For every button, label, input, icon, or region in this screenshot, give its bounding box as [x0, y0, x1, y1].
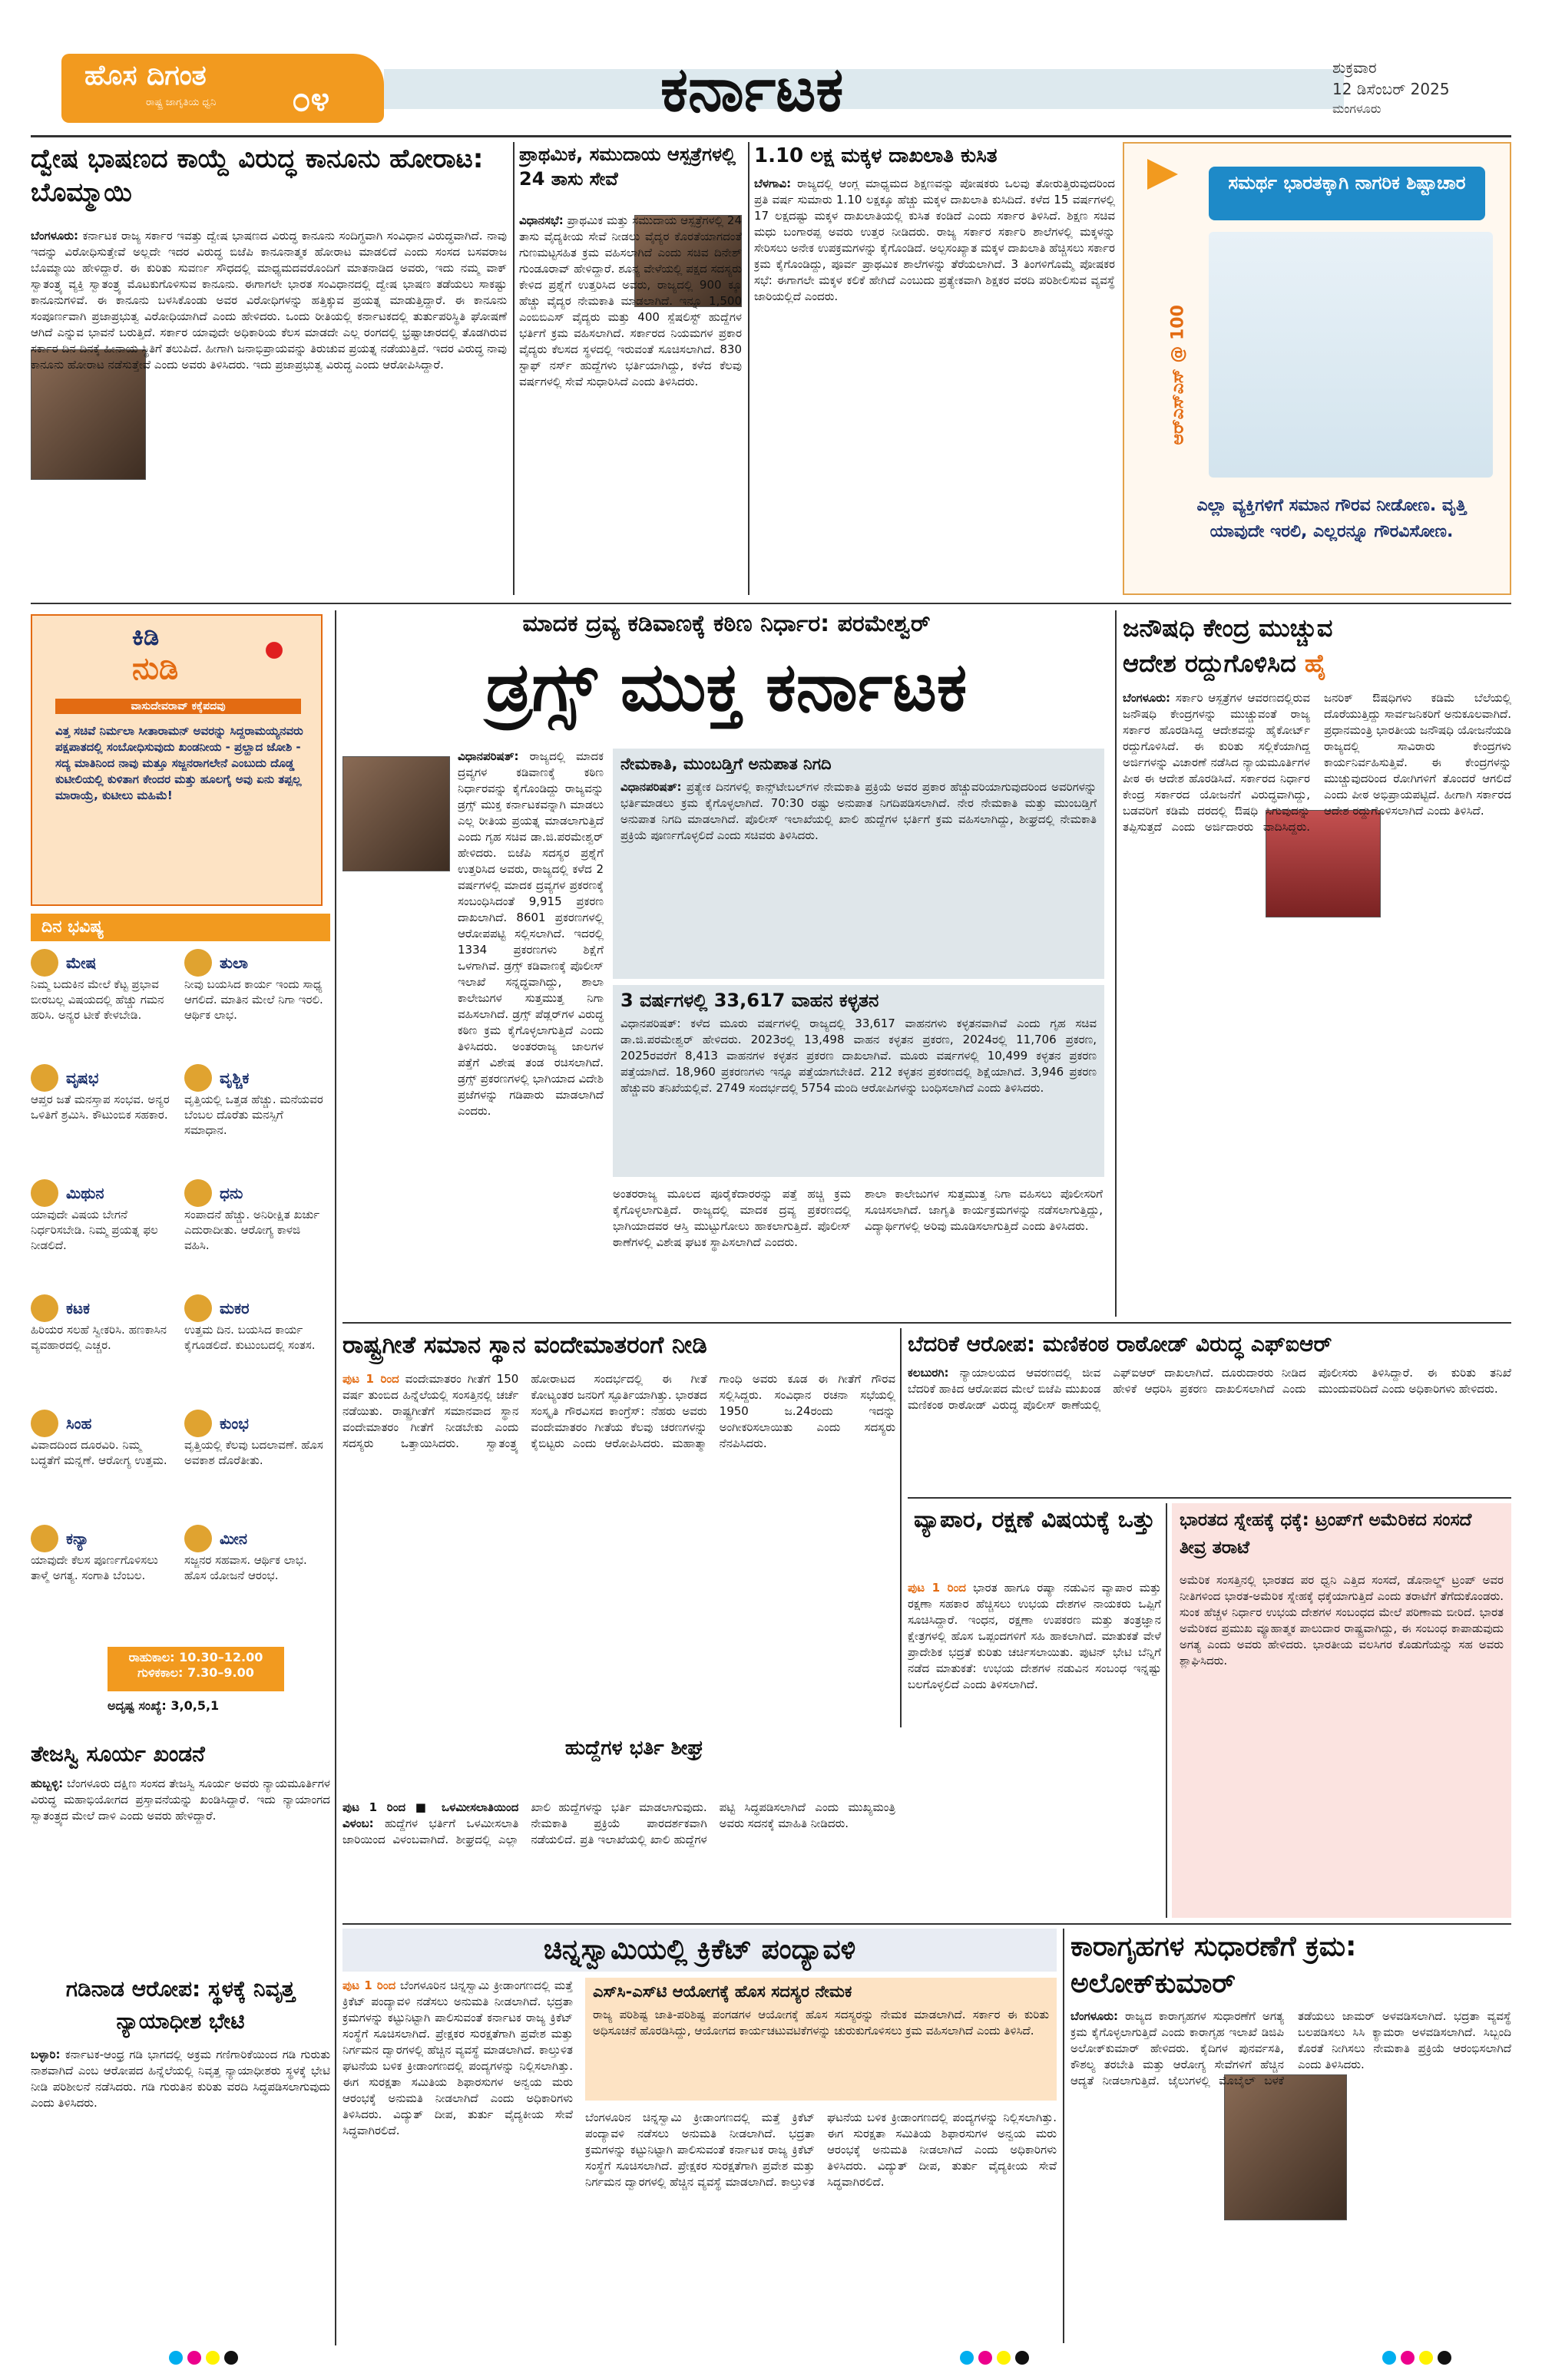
- sign-name: ತುಲಾ: [220, 954, 248, 972]
- article-border: [31, 1973, 330, 2342]
- col-rule: [1166, 1503, 1167, 1918]
- lead-continued-2: ಶಾಲಾ ಕಾಲೇಜುಗಳ ಸುತ್ತಮುತ್ತ ನಿಗಾ ವಹಿಸಲು ಪೊಲೀಸರಿಗೆ ಸೂಚಿಸಲಾಗಿದೆ. ಜಾಗೃತಿ ಕಾರ್ಯಕ್ರಮಗಳನ್ನು ನಡೆಸಲಾಗುತ್ತಿದ್ದು, ವಿದ್ಯಾರ್ಥಿಗಳಲ್ಲಿ ಅರಿವು ಮೂಡಿಸಲಾಗುತ್ತಿದೆ ಎಂದು ತಿಳಿಸಿದರು.: [865, 1187, 1103, 1233]
- col-rule: [900, 1328, 902, 1727]
- rss-advertisement: [1123, 142, 1511, 595]
- body-text: ಕರ್ನಾಟಕ ರಾಜ್ಯ ಸರ್ಕಾರ ಇವತ್ತು ದ್ವೇಷ ಭಾಷಣದ ವಿರುದ್ಧ ಕಾನೂನು ಸಂದಿಗ್ಧವಾಗಿ ಸಂವಿಧಾನ ವಿರುದ್ಧವಾಗಿದೆ. ನಾವು ಇದನ್ನು ವಿರೋಧಿಸುತ್ತೇವೆ ಅಲ್ಲದೇ ಇದರ ವಿರುದ್ಧ ಬಿಜೆಪಿ ಕಾನೂನಾತ್ಮಕ ಹೋರಾಟ ಮಾಡಲಿದೆ ಎಂದು ಸಂಸದ ಬಸವರಾಜ ಬೊಮ್ಮಾಯಿ ಹೇಳಿದ್ದಾರೆ. ಈ ಕುರಿತು ಸುವರ್ಣ ಸೌಧದಲ್ಲಿ ಮಾಧ್ಯಮದವರೊಂದಿಗೆ ಮಾತನಾಡಿದ ಅವರು, ಇದು ನಮ್ಮ ವಾಕ್ ಸ್ವಾತಂತ್ರ್ಯ ವ್ಯಕ್ತಿ ಸ್ವಾತಂತ್ರ್ಯ ಮೊಟಕುಗೊಳಿಸುವ ಕಾನೂನು. ಈಗಾಗಲೇ ಭಾರತ ಸಂವಿಧಾನದಲ್ಲಿ ದ್ವೇಷ ಭಾಷಣ ತಡೆಯಲು ಸಾಕಷ್ಟು ಕಾನೂನುಗಳಿವೆ. ಈ ಕಾನೂನು ಬಳಸಿಕೊಂಡು ಅವರ ವಿರೋಧಿಗಳನ್ನು ಹತ್ತಿಕ್ಕುವ ಪ್ರಯತ್ನ ಮಾಡುತ್ತಿದ್ದಾರೆ. ಈ ಕಾನೂನು ಸಂಪೂರ್ಣವಾಗಿ ಪ್ರಜಾಪ್ರಭುತ್ವ ವಿರೋಧಿಯಾಗಿದೆ ಎಂದು ಹೇಳಿದರು. ಒಂದು ರೀತಿಯಲ್ಲಿ ಕರ್ನಾಟಕದಲ್ಲಿ ತುರ್ತುಪರಿಸ್ಥಿತಿ ಘೋಷಣೆ ಆಗಿದೆ ಎನ್ನುವ ಭಾವನೆ ಬರುತ್ತಿದೆ. ಸರ್ಕಾರ ಯಾವುದೇ ಅಧಿಕಾರಿಯ ಕೆಲಸ ಮಾಡದೇ ಎಲ್ಲ ರಂಗದಲ್ಲಿ ಭ್ರಷ್ಟಾಚಾರದಲ್ಲಿ ತೊಡಗಿರುವ ಸರ್ಕಾರ ದಿನ ದಿನಕ್ಕೆ ಹೀನಾಯ ಸ್ಥಿತಿಗೆ ತಲುಪಿದೆ. ಹೀಗಾಗಿ ಜನಾಭಿಪ್ರಾಯವನ್ನು ತಿರುಚುವ ಪ್ರಯತ್ನ ನಡೆಯುತ್ತಿದೆ. ಇದರ ವಿರುದ್ಧ ನಾವು ಕಾನೂನು ಹೋರಾಟ ನಡೆಸುತ್ತೇವೆ ಎಂದು ಅವರು ತಿಳಿಸಿದರು. ಇದು ಪ್ರಜಾಪ್ರಭುತ್ವ ವಿರುದ್ಧ ಎಂದು ಆರೋಪಿಸಿದ್ದಾರೆ.: [31, 229, 507, 372]
- capricorn-icon: [184, 1294, 212, 1322]
- sign-name: ಮಿಥುನ: [66, 1184, 104, 1202]
- row-rule: [342, 1322, 1511, 1324]
- workers-illustration: [1209, 232, 1493, 478]
- horoscope-section: [31, 914, 330, 1735]
- virgo-icon: [31, 1525, 58, 1552]
- article-janaushadhi: [1123, 610, 1511, 1317]
- sign-name: ಮಕರ: [220, 1299, 250, 1317]
- article-body: [1123, 690, 1511, 1312]
- lead-headline: ಡ್ರಗ್ಸ್ ಮುಕ್ತ ಕರ್ನಾಟಕ: [485, 647, 968, 726]
- headline: ಗಡಿನಾಡ ಆರೋಪ: ಸ್ಥಳಕ್ಕೆ ನಿವೃತ್ತ ನ್ಯಾಯಾಧೀಶ ಭೇಟಿ: [65, 1976, 296, 2034]
- registration-marks-left: [169, 2351, 243, 2368]
- masthead: [0, 0, 1542, 138]
- leo-icon: [31, 1410, 58, 1437]
- ad-side-label: ಆರ್‌ಎಸ್‌ಎಸ್ @ 100: [1168, 305, 1188, 445]
- dateline: ಪುಟ 1 ರಿಂದ: [908, 1581, 966, 1595]
- headline: ಬೆದರಿಕೆ ಆರೋಪ: ಮಣಿಕಂಠ ರಾಠೋಡ್ ವಿರುದ್ಧ ಎಫ್‌ಐಆರ್: [908, 1331, 1332, 1357]
- article-body: [342, 1371, 895, 1721]
- body-text: ರಾಜ್ಯದಲ್ಲಿ ಆಂಗ್ಲ ಮಾಧ್ಯಮದ ಶಿಕ್ಷಣವನ್ನು ಪೋಷಕರು ಒಲವು ತೋರುತ್ತಿರುವುದರಿಂದ ಪ್ರತಿ ವರ್ಷ ಸುಮಾರು 1.10 ಲಕ್ಷಕ್ಕೂ ಹೆಚ್ಚು ಮಕ್ಕಳ ದಾಖಲಾತಿ ಕುಸಿದಿದೆ. ಕಳೆದ 15 ವರ್ಷಗಳಲ್ಲಿ 17 ಲಕ್ಷದಷ್ಟು ಮಕ್ಕಳ ದಾಖಲಾತಿಯಲ್ಲಿ ಕುಸಿತ ಕಂಡಿದೆ ಎಂದು ಸರ್ಕಾರ ತಿಳಿಸಿದೆ. ಶಿಕ್ಷಣ ಸಚಿವ ಮಧು ಬಂಗಾರಪ್ಪ ಅವರು ಉತ್ತರ ನೀಡಿದರು. ರಾಜ್ಯ ಸರ್ಕಾರ ಸರ್ಕಾರಿ ಶಾಲೆಗಳಲ್ಲಿ ಮಕ್ಕಳನ್ನು ಸೇರಿಸಲು ಅನೇಕ ಉಪಕ್ರಮಗಳನ್ನು ಕೈಗೊಂಡಿದೆ. ಅಲ್ಪಸಂಖ್ಯಾತ ಮಕ್ಕಳ ದಾಖಲಾತಿ ಹೆಚ್ಚಿಸಲು ಸರ್ಕಾರ ಕ್ರಮ ಕೈಗೊಂಡಿದ್ದು, ಪೂರ್ವ ಪ್ರಾಥಮಿಕ ಶಾಲೆಗಳನ್ನು ತೆರೆಯಲಾಗಿದೆ. 3 ತಿಂಗಳಿಗೊಮ್ಮೆ ಪೋಷಕರ ಸಭೆ: ಈಗಾಗಲೇ ಮಕ್ಕಳ ಕಲಿಕೆ ಹೇಗಿದೆ ಎಂಬುದು ಪ್ರತ್ಯೇಕವಾಗಿ ಶಿಕ್ಷಕರ ವರದಿ ಪರಿಶೀಲಿಸುವ ವ್ಯವಸ್ಥೆ ಜಾರಿಯಲ್ಲಿದೆ ಎಂದರು.: [754, 177, 1115, 303]
- sign-kataka: [31, 1294, 173, 1406]
- headline: ಪ್ರಾಥಮಿಕ, ಸಮುದಾಯ ಆಸ್ಪತ್ರೆಗಳಲ್ಲಿ 24 ತಾಸು ಸೇವೆ: [519, 144, 736, 190]
- aries-icon: [31, 949, 58, 977]
- sign-text: ವಿವಾದದಿಂದ ದೂರವಿರಿ. ನಿಮ್ಮ ಬದ್ಧತೆಗೆ ಮನ್ನಣೆ. ಆರೋಗ್ಯ ಉತ್ತಮ.: [31, 1438, 167, 1467]
- article-body: [342, 1978, 573, 2339]
- article-enrollment: [754, 142, 1115, 595]
- headline-line-1: ಜನೌಷಧಿ ಕೇಂದ್ರ ಮುಚ್ಚುವ: [1123, 613, 1333, 643]
- article-prisons: [1070, 1929, 1511, 2343]
- sign-text: ಹಿರಿಯರ ಸಲಹೆ ಸ್ವೀಕರಿಸಿ. ಹಣಕಾಸಿನ ವ್ಯವಹಾರದಲ್ಲಿ ಎಚ್ಚರ.: [31, 1323, 167, 1352]
- masthead-date: 12 ಡಿಸೆಂಬರ್ 2025: [1332, 80, 1450, 98]
- article-body: ಅಮೆರಿಕ ಸಂಸತ್ತಿನಲ್ಲಿ ಭಾರತದ ಪರ ಧ್ವನಿ ಎತ್ತಿದ ಸಂಸದೆ, ಡೊನಾಲ್ಡ್ ಟ್ರಂಪ್ ಅವರ ನೀತಿಗಳಿಂದ ಭಾರತ-ಅಮೆರಿಕ ಸ್ನೇಹಕ್ಕೆ ಧಕ್ಕೆಯಾಗುತ್ತಿದೆ ಎಂದು ತರಾಟೆಗೆ ತೆಗೆದುಕೊಂಡರು. ಸುಂಕ ಹೆಚ್ಚಳ ನಿರ್ಧಾರ ಉಭಯ ದೇಶಗಳ ಸಂಬಂಧದ ಮೇಲೆ ಪರಿಣಾಮ ಬೀರಿದೆ. ಭಾರತ ಅಮೆರಿಕದ ಪ್ರಮುಖ ವ್ಯೂಹಾತ್ಮಕ ಪಾಲುದಾರ ರಾಷ್ಟ್ರವಾಗಿದ್ದು, ಈ ಸಂಬಂಧ ಕಾಪಾಡುವುದು ಅಗತ್ಯ ಎಂದು ಅವರು ಹೇಳಿದರು. ಭಾರತೀಯ ವಲಸಿಗರ ಕೊಡುಗೆಯನ್ನು ಸಹ ಅವರು ಶ್ಲಾಘಿಸಿದರು.: [1180, 1573, 1504, 1668]
- sign-text: ಉತ್ತಮ ದಿನ. ಬಯಸಿದ ಕಾರ್ಯ ಕೈಗೂಡಲಿದೆ. ಕುಟುಂಬದಲ್ಲಿ ಸಂತಸ.: [184, 1323, 316, 1352]
- dateline: ಬೆಳಗಾವಿ:: [754, 177, 792, 190]
- black-dot: [1015, 2351, 1029, 2365]
- black-dot: [224, 2351, 238, 2365]
- article-body: [754, 176, 1115, 590]
- magenta-dot: [978, 2351, 992, 2365]
- headline: ದ್ವೇಷ ಭಾಷಣದ ಕಾಯ್ದೆ ವಿರುದ್ಧ ಕಾನೂನು ಹೋರಾಟ: ಬೊಮ್ಮಾಯಿ: [31, 144, 484, 208]
- sign-meena: [184, 1525, 326, 1636]
- black-dot: [1438, 2351, 1451, 2365]
- yellow-dot: [1419, 2351, 1433, 2365]
- article-fir: [908, 1328, 1511, 1493]
- sign-vrishabha: [31, 1064, 173, 1175]
- body-text: ಬೆಂಗಳೂರಿನ ಚಿನ್ನಸ್ವಾಮಿ ಕ್ರೀಡಾಂಗಣದಲ್ಲಿ ಮತ್ತೆ ಕ್ರಿಕೆಟ್ ಪಂದ್ಯಾವಳಿ ನಡೆಸಲು ಅನುಮತಿ ನೀಡಲಾಗಿದೆ. ಭದ್ರತಾ ಕ್ರಮಗಳನ್ನು ಕಟ್ಟುನಿಟ್ಟಾಗಿ ಪಾಲಿಸುವಂತೆ ಕರ್ನಾಟಕ ರಾಜ್ಯ ಕ್ರಿಕೆಟ್ ಸಂಸ್ಥೆಗೆ ಸೂಚಿಸಲಾಗಿದೆ. ಪ್ರೇಕ್ಷಕರ ಸುರಕ್ಷತೆಗಾಗಿ ಪ್ರವೇಶ ಮತ್ತು ನಿರ್ಗಮನ ದ್ವಾರಗಳಲ್ಲಿ ಹೆಚ್ಚಿನ ವ್ಯವಸ್ಥೆ ಮಾಡಲಾಗಿದೆ. ಕಾಲ್ತುಳಿತ ಘಟನೆಯ ಬಳಿಕ ಕ್ರೀಡಾಂಗಣದಲ್ಲಿ ಪಂದ್ಯಗಳನ್ನು ನಿಲ್ಲಿಸಲಾಗಿತ್ತು. ಈಗ ಸುರಕ್ಷತಾ ಸಮಿತಿಯ ಶಿಫಾರಸುಗಳ ಅನ್ವಯ ಮರು ಆರಂಭಕ್ಕೆ ಅನುಮತಿ ನೀಡಲಾಗಿದೆ ಎಂದು ಅಧಿಕಾರಿಗಳು ತಿಳಿಸಿದರು. ವಿದ್ಯುತ್ ದೀಪ, ತುರ್ತು ವೈದ್ಯಕೀಯ ಸೇವೆ ಸಿದ್ಧವಾಗಿರಲಿದೆ.: [342, 1978, 573, 2137]
- article-trump: [1172, 1503, 1511, 1918]
- row-rule: [342, 1923, 1511, 1925]
- kidi-title-1: ಕಿಡಿ: [132, 622, 160, 651]
- masthead-band: [384, 69, 1344, 109]
- col-rule: [1115, 610, 1117, 1317]
- vehicle-theft-box: [613, 985, 1104, 1177]
- dateline: ಬಳ್ಳಾರಿ:: [31, 2048, 61, 2061]
- sign-mithuna: [31, 1179, 173, 1291]
- body-text: ಪ್ರಾಥಮಿಕ ಮತ್ತು ಸಮುದಾಯ ಆಸ್ಪತ್ರೆಗಳಲ್ಲಿ 24 ತಾಸು ವೈದ್ಯಕೀಯ ಸೇವೆ ನೀಡಲು ವೈದ್ಯರ ಕೊರತೆಯಾಗದಂತೆ ಗುಣಮಟ್ಟಸಹಿತ ಕ್ರಮ ವಹಿಸಲಾಗಿದೆ ಎಂದು ಸಚಿವ ದಿನೇಶ್ ಗುಂಡೂರಾವ್ ಹೇಳಿದ್ದಾರೆ. ಶೂನ್ಯ ವೇಳೆಯಲ್ಲಿ ಪಕ್ಷದ ಸದಸ್ಯರು ಕೇಳಿದ ಪ್ರಶ್ನೆಗೆ ಉತ್ತರಿಸಿದ ಅವರು, ರಾಜ್ಯದಲ್ಲಿ 900 ಕ್ಕೂ ಹೆಚ್ಚು ವೈದ್ಯರ ನೇಮಕಾತಿ ಮಾಡಲಾಗಿದೆ. ಇನ್ನೂ 1,500 ಎಂಬಿಬಿಎಸ್ ವೈದ್ಯರು ಮತ್ತು 400 ಸ್ಪೆಷಲಿಸ್ಟ್ ಹುದ್ದೆಗಳ ಭರ್ತಿಗೆ ಕ್ರಮ ವಹಿಸಲಾಗಿದೆ. ಸರ್ಕಾರದ ನಿಯಮಗಳ ಪ್ರಕಾರ ವೈದ್ಯರು ಕೆಲಸದ ಸ್ಥಳದಲ್ಲಿ ಇರುವಂತೆ ಸೂಚಿಸಲಾಗಿದೆ. 830 ಸ್ಟಾಫ್ ನರ್ಸ್ ಹುದ್ದೆಗಳು ಭರ್ತಿಯಾಗಿದ್ದು, ಕಳೆದ ಕೆಲವು ವರ್ಷಗಳಲ್ಲಿ ಸೇವೆ ಸುಧಾರಿಸಿದೆ ಎಂದು ತಿಳಿಸಿದರು.: [519, 213, 742, 388]
- dateline: ವಿಧಾನಸಭೆ:: [519, 213, 564, 227]
- sign-text: ಯಾವುದೇ ವಿಷಯ ಬೇಗನೆ ನಿರ್ಧರಿಸಬೇಡಿ. ನಿಮ್ಮ ಪ್ರಯತ್ನ ಫಲ ನೀಡಲಿದೆ.: [31, 1208, 158, 1252]
- article-tejasvi: [31, 1739, 330, 1969]
- sign-text: ನಿಮ್ಮ ಬದುಕಿನ ಮೇಲೆ ಕೆಟ್ಟ ಪ್ರಭಾವ ಬೀರಬಲ್ಲ ವಿಷಯದಲ್ಲಿ ಹೆಚ್ಚು ಗಮನ ಹರಿಸಿ. ಅನ್ಯರ ಟೀಕೆ ಕೇಳಬೇಡಿ.: [31, 977, 164, 1022]
- lead-continued-1: ಅಂತರರಾಜ್ಯ ಮೂಲದ ಪೂರೈಕೆದಾರರನ್ನು ಪತ್ತೆ ಹಚ್ಚಿ ಕ್ರಮ ಕೈಗೊಳ್ಳಲಾಗುತ್ತಿದೆ. ರಾಜ್ಯದಲ್ಲಿ ಮಾದಕ ದ್ರವ್ಯ ಪ್ರಕರಣದಲ್ಲಿ ಭಾಗಿಯಾದವರ ಆಸ್ತಿ ಮುಟ್ಟುಗೋಲು ಹಾಕಲಾಗುತ್ತಿದೆ. ಪೊಲೀಸ್ ಠಾಣೆಗಳಲ್ಲಿ ವಿಶೇಷ ಘಟಕ ಸ್ಥಾಪಿಸಲಾಗಿದೆ ಎಂದರು.: [613, 1187, 851, 1249]
- gulika: ಗುಳಿಕಕಾಲ: 7.30–9.00: [137, 1665, 254, 1680]
- col-rule: [1063, 1929, 1064, 2343]
- sign-kanya: [31, 1525, 173, 1636]
- article-hospitals: [519, 142, 742, 595]
- col-rule: [513, 142, 515, 595]
- masthead-day: ಶುಕ್ರವಾರ: [1332, 58, 1377, 77]
- body-text: ರಾಜ್ಯದಲ್ಲಿ ಮಾದಕ ದ್ರವ್ಯಗಳ ಕಡಿವಾಣಕ್ಕೆ ಕಠಿಣ ನಿರ್ಧಾರವನ್ನು ಕೈಗೊಂಡಿದ್ದು ರಾಜ್ಯವನ್ನು ಡ್ರಗ್ಸ್ ಮುಕ್ತ ಕರ್ನಾಟಕವನ್ನಾಗಿ ಮಾಡಲು ಎಲ್ಲ ರೀತಿಯ ಪ್ರಯತ್ನ ಮಾಡಲಾಗುತ್ತಿದೆ ಎಂದು ಗೃಹ ಸಚಿವ ಡಾ.ಜಿ.ಪರಮೇಶ್ವರ್ ಹೇಳಿದರು. ಬಿಜೆಪಿ ಸದಸ್ಯರ ಪ್ರಶ್ನೆಗೆ ಉತ್ತರಿಸಿದ ಅವರು, ರಾಜ್ಯದಲ್ಲಿ ಕಳೆದ 2 ವರ್ಷಗಳಲ್ಲಿ ಮಾದಕ ದ್ರವ್ಯಗಳ ಪ್ರಕರಣಕ್ಕೆ ಸಂಬಂಧಿಸಿದಂತೆ 9,915 ಪ್ರಕರಣ ದಾಖಲಾಗಿದೆ. 8601 ಪ್ರಕರಣಗಳಲ್ಲಿ ಆರೋಪಪಟ್ಟಿ ಸಲ್ಲಿಸಲಾಗಿದೆ. ಇದರಲ್ಲಿ 1334 ಪ್ರಕರಣಗಳು ಶಿಕ್ಷೆಗೆ ಒಳಗಾಗಿವೆ. ಡ್ರಗ್ಸ್ ಕಡಿವಾಣಕ್ಕೆ ಪೊಲೀಸ್ ಇಲಾಖೆ ಸನ್ನದ್ಧವಾಗಿದ್ದು, ಶಾಲಾ ಕಾಲೇಜುಗಳ ಸುತ್ತಮುತ್ತ ನಿಗಾ ವಹಿಸಲಾಗಿದೆ. ಡ್ರಗ್ಸ್ ಪೆಡ್ಲರ್‌ಗಳ ವಿರುದ್ಧ ಕಠಿಣ ಕ್ರಮ ಕೈಗೊಳ್ಳಲಾಗುತ್ತಿದೆ ಎಂದು ತಿಳಿಸಿದರು. ಅಂತರರಾಜ್ಯ ಜಾಲಗಳ ಪತ್ತೆಗೆ ವಿಶೇಷ ತಂಡ ರಚಿಸಲಾಗಿದೆ. ಡ್ರಗ್ಸ್ ಪ್ರಕರಣಗಳಲ್ಲಿ ಭಾಗಿಯಾದ ವಿದೇಶಿ ಪ್ರಜೆಗಳನ್ನು ಗಡಿಪಾರು ಮಾಡಲಾಗಿದೆ ಎಂದರು.: [458, 749, 604, 1118]
- pisces-icon: [184, 1525, 212, 1552]
- article-body: [31, 1776, 330, 1960]
- sign-kumbha: [184, 1410, 326, 1521]
- sign-name: ಮೇಷ: [66, 954, 97, 972]
- sign-vrishchika: [184, 1064, 326, 1175]
- article-body: [908, 1580, 1161, 1910]
- lead-kicker: ಮಾದಕ ದ್ರವ್ಯ ಕಡಿವಾಣಕ್ಕೆ ಕಠಿಣ ನಿರ್ಧಾರ: ಪರಮೇಶ್ವರ್: [522, 610, 931, 637]
- sign-text: ಆಪ್ತರ ಜತೆ ಮನಸ್ತಾಪ ಸಂಭವ. ಅನ್ಯರ ಒಳಿತಿಗೆ ಶ್ರಮಿಸಿ. ಕೌಟುಂಬಿಕ ಸಹಕಾರ.: [31, 1092, 170, 1122]
- cyan-dot: [960, 2351, 974, 2365]
- rahukala-box: [108, 1647, 284, 1691]
- cyan-dot: [1382, 2351, 1396, 2365]
- lead-story: [342, 610, 1110, 1317]
- article-body: [31, 2047, 330, 2339]
- article-body: [908, 1365, 1511, 1488]
- row-rule: [908, 1497, 1511, 1499]
- body-text: ಬೆಂಗಳೂರು ದಕ್ಷಿಣ ಸಂಸದ ತೇಜಸ್ವಿ ಸೂರ್ಯ ಅವರು ನ್ಯಾಯಮೂರ್ತಿಗಳ ವಿರುದ್ಧ ಮಹಾಭಿಯೋಗದ ಪ್ರಸ್ತಾವನೆಯನ್ನು ಖಂಡಿಸಿದ್ದಾರೆ. ಇದು ನ್ಯಾಯಾಂಗದ ಸ್ವಾತಂತ್ರ್ಯದ ಮೇಲೆ ದಾಳಿ ಎಂದು ಅವರು ಹೇಳಿದ್ದಾರೆ.: [31, 1777, 330, 1823]
- headline-line-2: ಆದೇಶ ರದ್ದುಗೊಳಿಸಿದ: [1123, 649, 1305, 678]
- box-title: 3 ವರ್ಷಗಳಲ್ಲಿ 33,617 ವಾಹನ ಕಳ್ಳತನ: [620, 990, 879, 1011]
- section-title: ಕರ್ನಾಟಕ: [660, 54, 844, 125]
- kidi-body: ವಿತ್ತ ಸಚಿವೆ ನಿರ್ಮಲಾ ಸೀತಾರಾಮನ್ ಅವರನ್ನು ಸಿದ್ದರಾಮಯ್ಯನವರು ಪಕ್ಷಪಾತದಲ್ಲಿ ಸಂಬೋಧಿಸುವುದು ಖಂಡನೀಯ - ಪ್ರಲ್ಹಾದ ಜೋಶಿ - ಸದ್ಯ ಮಾತಿನಿಂದ ನಾವು ಮತ್ತೂ ಸಜ್ಜನರಾಗಲೇನೆ ಎಂಬುದು ದೊಡ್ಡ ಕುಟೀಲಿಯಲ್ಲಿ ಕುಳಿತಾಗ ಕೇಂದರ ಮತ್ತು ಹೂಲಗೈ ಅವು ಏನು ತಪ್ಪಲ್ಲ ಮಾರಾಯ್ರೆ, ಕುಟೀಲು ಮಹಿಮೆ!: [55, 724, 303, 802]
- article-body: [31, 228, 507, 589]
- ad-banner-text: ಸಮರ್ಥ ಭಾರತಕ್ಕಾಗಿ ನಾಗರಿಕ ಶಿಷ್ಟಾಚಾರ: [1228, 172, 1466, 193]
- sign-text: ಯಾವುದೇ ಕೆಲಸ ಪೂರ್ಣಗೊಳಿಸಲು ತಾಳ್ಮೆ ಅಗತ್ಯ. ಸಂಗಾತಿ ಬೆಂಬಲ.: [31, 1553, 158, 1582]
- article-cricket: [342, 1929, 1057, 2343]
- sign-text: ವೃತ್ತಿಯಲ್ಲಿ ಕೆಲವು ಬದಲಾವಣೆ. ಹೊಸ ಅವಕಾಶ ದೊರೆತೀತು.: [184, 1438, 323, 1467]
- article-posts: [342, 1734, 895, 1918]
- article-body: [342, 1800, 895, 1915]
- sign-name: ಕನ್ಯಾ: [66, 1529, 89, 1548]
- horoscope-title: ದಿನ ಭವಿಷ್ಯ: [31, 914, 330, 941]
- rahukala: ರಾಹುಕಾಲ: 10.30–12.00: [128, 1650, 263, 1664]
- headline: 1.10 ಲಕ್ಷ ಮಕ್ಕಳ ದಾಖಲಾತಿ ಕುಸಿತ: [754, 144, 998, 167]
- box-title: ಎಸ್‌ಸಿ-ಎಸ್‌ಟಿ ಆಯೋಗಕ್ಕೆ ಹೊಸ ಸದಸ್ಯರ ನೇಮಕ: [593, 1982, 852, 2001]
- yellow-dot: [206, 2351, 220, 2365]
- aquarius-icon: [184, 1410, 212, 1437]
- body-text: ರಾಜ್ಯದ ಕಾರಾಗೃಹಗಳ ಸುಧಾರಣೆಗೆ ಅಗತ್ಯ ಕ್ರಮ ಕೈಗೊಳ್ಳಲಾಗುತ್ತಿದೆ ಎಂದು ಕಾರಾಗೃಹ ಇಲಾಖೆ ಡಿಜಿಪಿ ಅಲೋಕ್‌ಕುಮಾರ್ ಹೇಳಿದರು. ಕೈದಿಗಳ ಪುನರ್ವಸತಿ, ಕೌಶಲ್ಯ ತರಬೇತಿ ಮತ್ತು ಆರೋಗ್ಯ ಸೇವೆಗಳಿಗೆ ಹೆಚ್ಚಿನ ಆದ್ಯತೆ ನೀಡಲಾಗುತ್ತಿದೆ. ಜೈಲುಗಳಲ್ಲಿ ಮೊಬೈಲ್ ಬಳಕೆ ತಡೆಯಲು ಜಾಮರ್ ಅಳವಡಿಸಲಾಗಿದೆ. ಭದ್ರತಾ ವ್ಯವಸ್ಥೆ ಬಲಪಡಿಸಲು ಸಿಸಿ ಕ್ಯಾಮರಾ ಅಳವಡಿಸಲಾಗಿದೆ. ಸಿಬ್ಬಂದಿ ಕೊರತೆ ನೀಗಿಸಲು ನೇಮಕಾತಿ ಪ್ರಕ್ರಿಯೆ ಆರಂಭಿಸಲಾಗಿದೆ ಎಂದು ತಿಳಿಸಿದರು.: [1070, 2009, 1511, 2087]
- magenta-dot: [187, 2351, 201, 2365]
- headline: ಹುದ್ದೆಗಳ ಭರ್ತಿ ಶೀಘ್ರ: [564, 1737, 704, 1760]
- logo-tagline: ರಾಷ್ಟ್ರ ಜಾಗೃತಿಯ ಧ್ವನಿ: [146, 97, 217, 108]
- sign-text: ನೀವು ಬಯಸಿದ ಕಾರ್ಯ ಇಂದು ಸಾಧ್ಯ ಆಗಲಿದೆ. ಮಾತಿನ ಮೇಲೆ ನಿಗಾ ಇರಲಿ. ಆರ್ಥಿಕ ಲಾಭ.: [184, 977, 323, 1022]
- page-number: ೦೪: [292, 80, 330, 119]
- headline-accent: ಹೈ: [1304, 649, 1327, 678]
- article-body: [1070, 2008, 1511, 2339]
- sidebar-rule: [335, 610, 336, 2345]
- libra-icon: [184, 949, 212, 977]
- box-title: ನೇಮಕಾತಿ, ಮುಂಬಡ್ತಿಗೆ ಅನುಪಾತ ನಿಗದಿ: [620, 755, 832, 773]
- sign-text: ಸಂಪಾದನೆ ಹೆಚ್ಚು. ಅನಿರೀಕ್ಷಿತ ಖರ್ಚು ಎದುರಾದೀತು. ಆರೋಗ್ಯ ಕಾಳಜಿ ವಹಿಸಿ.: [184, 1208, 320, 1252]
- sign-mesha: [31, 949, 173, 1060]
- article-body: [519, 213, 742, 589]
- sign-dhanu: [184, 1179, 326, 1291]
- sign-tula: [184, 949, 326, 1060]
- dateline: ಪುಟ 1 ರಿಂದ: [342, 1372, 399, 1386]
- dateline: ಪುಟ 1 ರಿಂದ ■ ಒಳಮೀಸಲಾತಿಯಿಂದ ವಿಳಂಬ:: [342, 1800, 519, 1830]
- lead-body: [342, 749, 604, 1178]
- sign-name: ಧನು: [220, 1184, 243, 1202]
- recruitment-box: [613, 749, 1104, 979]
- article-bommai: [31, 142, 507, 595]
- article-vandemataram: [342, 1328, 895, 1727]
- sc-st-box: [585, 1978, 1057, 2101]
- kidi-title-2: ನುಡಿ: [132, 651, 179, 686]
- col-rule: [748, 142, 749, 595]
- flag-icon: [1147, 159, 1178, 190]
- body-text: ಭಾರತ ಹಾಗೂ ರಷ್ಯಾ ನಡುವಿನ ವ್ಯಾಪಾರ ಮತ್ತು ರಕ್ಷಣಾ ಸಹಕಾರ ಹೆಚ್ಚಿಸಲು ಉಭಯ ದೇಶಗಳ ನಾಯಕರು ಒಪ್ಪಿಗೆ ಸೂಚಿಸಿದ್ದಾರೆ. ಇಂಧನ, ರಕ್ಷಣಾ ಉಪಕರಣ ಮತ್ತು ತಂತ್ರಜ್ಞಾನ ಕ್ಷೇತ್ರಗಳಲ್ಲಿ ಹೊಸ ಒಪ್ಪಂದಗಳಿಗೆ ಸಹಿ ಹಾಕಲಾಗಿದೆ. ಮಾತುಕತೆ ವೇಳೆ ಪ್ರಾದೇಶಿಕ ಭದ್ರತೆ ಕುರಿತು ಚರ್ಚಿಸಲಾಯಿತು. ಪುಟಿನ್ ಭೇಟಿ ಬೆನ್ನಿಗೆ ನಡೆದ ಮಾತುಕತೆ: ಉಭಯ ದೇಶಗಳ ನಡುವಿನ ಸಂಬಂಧ ಇನ್ನಷ್ಟು ಬಲಗೊಳ್ಳಲಿದೆ ಎಂದು ತಿಳಿಸಲಾಗಿದೆ.: [908, 1581, 1161, 1691]
- magenta-dot: [1401, 2351, 1415, 2365]
- registration-marks-right: [1382, 2351, 1456, 2368]
- sign-makara: [184, 1294, 326, 1406]
- article-trade: [908, 1503, 1161, 1918]
- cyan-dot: [169, 2351, 183, 2365]
- sign-simha: [31, 1410, 173, 1521]
- body-text: ಕರ್ನಾಟಕ-ಆಂಧ್ರ ಗಡಿ ಭಾಗದಲ್ಲಿ ಅಕ್ರಮ ಗಣಿಗಾರಿಕೆಯಿಂದ ಗಡಿ ಗುರುತು ನಾಶವಾಗಿದೆ ಎಂಬ ಆರೋಪದ ಹಿನ್ನೆಲೆಯಲ್ಲಿ ನಿವೃತ್ತ ನ್ಯಾಯಾಧೀಶರು ಸ್ಥಳಕ್ಕೆ ಭೇಟಿ ನೀಡಿ ಪರಿಶೀಲನೆ ನಡೆಸಿದರು. ಗಡಿ ಗುರುತಿನ ಕುರಿತು ವರದಿ ಸಿದ್ಧಪಡಿಸಲಾಗುವುದು ಎಂದು ತಿಳಿಸಿದರು.: [31, 2048, 330, 2110]
- body-text: ಪ್ರತ್ಯೇಕ ದಿನಗಳಲ್ಲಿ ಕಾನ್ಸ್‌ಟೇಬಲ್‌ಗಳ ನೇಮಕಾತಿ ಪ್ರಕ್ರಿಯೆ ಅವರ ಪ್ರಕಾರ ಹೆಚ್ಚುವರಿಯಾಗುವುದರಿಂದ ಅವರಿಗಳನ್ನು ಭರ್ತಿಮಾಡಲು ಕ್ರಮ ಕೈಗೊಳ್ಳಲಾಗಿದೆ. 70:30 ರಷ್ಟು ಅನುಪಾತ ನಿಗದಿಪಡಿಸಲಾಗಿದೆ. ನೇರ ನೇಮಕಾತಿ ಮತ್ತು ಮುಂಬಡ್ತಿಗೆ ಅನುಪಾತ ನಿಗದಿ ಮಾಡಲಾಗಿದೆ. ಪೊಲೀಸ್ ಇಲಾಖೆಯಲ್ಲಿ ಖಾಲಿ ಹುದ್ದೆಗಳ ಭರ್ತಿಗೆ ಕ್ರಮ ವಹಿಸಲಾಗಿದ್ದು, ಶೀಘ್ರದಲ್ಲಿ ನೇಮಕಾತಿ ಪ್ರಕ್ರಿಯೆ ಪೂರ್ಣಗೊಳ್ಳಲಿದೆ ಎಂದು ಸಚಿವರು ತಿಳಿಸಿದರು.: [620, 780, 1097, 842]
- scorpio-icon: [184, 1064, 212, 1092]
- sign-name: ಕಟಕ: [66, 1299, 91, 1317]
- horoscope-grid: [31, 949, 330, 1640]
- registration-marks-center: [960, 2351, 1034, 2368]
- dateline: ವಿಧಾನಪರಿಷತ್:: [458, 749, 519, 763]
- headline: ಚಿನ್ನಸ್ವಾಮಿಯಲ್ಲಿ ಕ್ರಿಕೆಟ್ ಪಂದ್ಯಾವಳಿ: [342, 1929, 1057, 1972]
- sign-text: ಸಜ್ಜನರ ಸಹವಾಸ. ಆರ್ಥಿಕ ಲಾಭ. ಹೊಸ ಯೋಜನೆ ಆರಂಭ.: [184, 1553, 307, 1582]
- headline: ಕಾರಾಗೃಹಗಳ ಸುಧಾರಣೆಗೆ ಕ್ರಮ: ಅಲೋಕ್‌ಕುಮಾರ್: [1070, 1931, 1357, 1999]
- sign-text: ವೃತ್ತಿಯಲ್ಲಿ ಒತ್ತಡ ಹೆಚ್ಚು. ಮನೆಯವರ ಬೆಂಬಲ ದೊರೆತು ಮನಸ್ಸಿಗೆ ಸಮಾಧಾನ.: [184, 1092, 323, 1137]
- logo-text: ಹೊಸ ದಿಗಂತ: [84, 60, 207, 91]
- body-text: ಹುದ್ದೆಗಳ ಭರ್ತಿಗೆ ಒಳಮೀಸಲಾತಿ ಜಾರಿಯಿಂದ ವಿಳಂಬವಾಗಿದೆ. ಶೀಘ್ರದಲ್ಲಿ ಎಲ್ಲಾ ಖಾಲಿ ಹುದ್ದೆಗಳನ್ನು ಭರ್ತಿ ಮಾಡಲಾಗುವುದು. ನೇಮಕಾತಿ ಪ್ರಕ್ರಿಯೆ ಪಾರದರ್ಶಕವಾಗಿ ನಡೆಯಲಿದೆ. ಪ್ರತಿ ಇಲಾಖೆಯಲ್ಲಿ ಖಾಲಿ ಹುದ್ದೆಗಳ ಪಟ್ಟಿ ಸಿದ್ಧಪಡಿಸಲಾಗಿದೆ ಎಂದು ಮುಖ್ಯಮಂತ್ರಿ ಅವರು ಸದನಕ್ಕೆ ಮಾಹಿತಿ ನೀಡಿದರು.: [342, 1800, 895, 1846]
- taurus-icon: [31, 1064, 58, 1092]
- sign-name: ವೃಷಭ: [66, 1069, 99, 1087]
- masthead-rule: [31, 135, 1511, 137]
- gemini-icon: [31, 1179, 58, 1207]
- dateline: ಬೆಂಗಳೂರು:: [31, 229, 79, 243]
- headline: ತೇಜಸ್ವಿ ಸೂರ್ಯ ಖಂಡನೆ: [31, 1741, 205, 1767]
- lucky-numbers: ಅದೃಷ್ಟ ಸಂಖ್ಯೆ: 3,0,5,1: [108, 1698, 220, 1713]
- dateline: ಕಲಬುರಗಿ:: [908, 1366, 949, 1380]
- sign-name: ಮೀನ: [220, 1529, 247, 1548]
- kidi-nudi-box: [31, 614, 323, 906]
- sagittarius-icon: [184, 1179, 212, 1207]
- box-body: [620, 779, 1097, 971]
- cricket-continued: ಬೆಂಗಳೂರಿನ ಚಿನ್ನಸ್ವಾಮಿ ಕ್ರೀಡಾಂಗಣದಲ್ಲಿ ಮತ್ತೆ ಕ್ರಿಕೆಟ್ ಪಂದ್ಯಾವಳಿ ನಡೆಸಲು ಅನುಮತಿ ನೀಡಲಾಗಿದೆ. ಭದ್ರತಾ ಕ್ರಮಗಳನ್ನು ಕಟ್ಟುನಿಟ್ಟಾಗಿ ಪಾಲಿಸುವಂತೆ ಕರ್ನಾಟಕ ರಾಜ್ಯ ಕ್ರಿಕೆಟ್ ಸಂಸ್ಥೆಗೆ ಸೂಚಿಸಲಾಗಿದೆ. ಪ್ರೇಕ್ಷಕರ ಸುರಕ್ಷತೆಗಾಗಿ ಪ್ರವೇಶ ಮತ್ತು ನಿರ್ಗಮನ ದ್ವಾರಗಳಲ್ಲಿ ಹೆಚ್ಚಿನ ವ್ಯವಸ್ಥೆ ಮಾಡಲಾಗಿದೆ. ಕಾಲ್ತುಳಿತ ಘಟನೆಯ ಬಳಿಕ ಕ್ರೀಡಾಂಗಣದಲ್ಲಿ ಪಂದ್ಯಗಳನ್ನು ನಿಲ್ಲಿಸಲಾಗಿತ್ತು. ಈಗ ಸುರಕ್ಷತಾ ಸಮಿತಿಯ ಶಿಫಾರಸುಗಳ ಅನ್ವಯ ಮರು ಆರಂಭಕ್ಕೆ ಅನುಮತಿ ನೀಡಲಾಗಿದೆ ಎಂದು ಅಧಿಕಾರಿಗಳು ತಿಳಿಸಿದರು. ವಿದ್ಯುತ್ ದೀಪ, ತುರ್ತು ವೈದ್ಯಕೀಯ ಸೇವೆ ಸಿದ್ಧವಾಗಿರಲಿದೆ.: [585, 2111, 1057, 2189]
- dateline: ಬೆಂಗಳೂರು:: [1070, 2009, 1119, 2023]
- yellow-dot: [997, 2351, 1011, 2365]
- sign-name: ಸಿಂಹ: [66, 1414, 92, 1433]
- sign-name: ಕುಂಭ: [220, 1414, 249, 1433]
- ad-banner: [1209, 167, 1485, 220]
- dateline: ಹುಬ್ಬಳ್ಳಿ:: [31, 1777, 64, 1790]
- body-text: ವಂದೇಮಾತರಂ ಗೀತೆಗೆ 150 ವರ್ಷ ತುಂಬಿದ ಹಿನ್ನೆಲೆಯಲ್ಲಿ ಸಂಸತ್ತಿನಲ್ಲಿ ಚರ್ಚೆ ನಡೆಯಿತು. ರಾಷ್ಟ್ರಗೀತೆಗೆ ಸಮಾನವಾದ ಸ್ಥಾನ ವಂದೇಮಾತರಂ ಗೀತೆಗೆ ನೀಡಬೇಕು ಎಂದು ಸದಸ್ಯರು ಒತ್ತಾಯಿಸಿದರು. ಸ್ವಾತಂತ್ರ್ಯ ಹೋರಾಟದ ಸಂದರ್ಭದಲ್ಲಿ ಈ ಗೀತೆ ಕೋಟ್ಯಂತರ ಜನರಿಗೆ ಸ್ಫೂರ್ತಿಯಾಗಿತ್ತು. ಭಾರತದ ಸಂಸ್ಕೃತಿ ಗೌರವಿಸದ ಕಾಂಗ್ರೆಸ್: ನೆಹರು ಅವರು ವಂದೇಮಾತರಂ ಗೀತೆಯ ಕೆಲವು ಚರಣಗಳನ್ನು ಕೈಬಿಟ್ಟರು ಎಂದು ಆರೋಪಿಸಿದರು. ಮಹಾತ್ಮಾ ಗಾಂಧಿ ಅವರು ಕೂಡ ಈ ಗೀತೆಗೆ ಗೌರವ ಸಲ್ಲಿಸಿದ್ದರು. ಸಂವಿಧಾನ ರಚನಾ ಸಭೆಯಲ್ಲಿ 1950 ಜ.24ರಂದು ಇದನ್ನು ಅಂಗೀಕರಿಸಲಾಯಿತು ಎಂದು ಸದಸ್ಯರು ನೆನಪಿಸಿದರು.: [342, 1372, 895, 1450]
- masthead-city: ಮಂಗಳೂರು: [1332, 101, 1382, 116]
- logo: [61, 54, 384, 123]
- kidi-author: ವಾಸುದೇವರಾವ್ ಕಕ್ಕೆಪದವು: [55, 699, 301, 714]
- body-text: ನ್ಯಾಯಾಲಯದ ಆವರಣದಲ್ಲಿ ಜೀವ ಬೆದರಿಕೆ ಹಾಕಿದ ಆರೋಪದ ಮೇಲೆ ಬಿಜೆಪಿ ಮುಖಂಡ ಮಣಿಕಂಠ ರಾಠೋಡ್ ವಿರುದ್ಧ ಪೊಲೀಸ್ ಠಾಣೆಯಲ್ಲಿ ಎಫ್‌ಐಆರ್ ದಾಖಲಾಗಿದೆ. ದೂರುದಾರರು ನೀಡಿದ ಹೇಳಿಕೆ ಆಧರಿಸಿ ಪ್ರಕರಣ ದಾಖಲಿಸಲಾಗಿದೆ ಎಂದು ಪೊಲೀಸರು ತಿಳಿಸಿದ್ದಾರೆ. ಈ ಕುರಿತು ತನಿಖೆ ಮುಂದುವರಿದಿದೆ ಎಂದು ಅಧಿಕಾರಿಗಳು ಹೇಳಿದರು.: [908, 1366, 1511, 1412]
- box-body: ರಾಜ್ಯ ಪರಿಶಿಷ್ಟ ಜಾತಿ-ಪರಿಶಿಷ್ಟ ಪಂಗಡಗಳ ಆಯೋಗಕ್ಕೆ ಹೊಸ ಸದಸ್ಯರನ್ನು ನೇಮಕ ಮಾಡಲಾಗಿದೆ. ಸರ್ಕಾರ ಈ ಕುರಿತು ಅಧಿಸೂಚನೆ ಹೊರಡಿಸಿದ್ದು, ಆಯೋಗದ ಕಾರ್ಯಚಟುವಟಿಕೆಗಳನ್ನು ಚುರುಕುಗೊಳಿಸಲು ಕ್ರಮ ವಹಿಸಲಾಗಿದೆ ಎಂದು ತಿಳಿಸಿದೆ.: [593, 2008, 1049, 2038]
- ad-slogan: ಎಲ್ಲಾ ವ್ಯಕ್ತಿಗಳಿಗೆ ಸಮಾನ ಗೌರವ ನೀಡೋಣ. ವೃತ್ತಿ ಯಾವುದೇ ಇರಲಿ, ಎಲ್ಲರನ್ನೂ ಗೌರವಿಸೋಣ.: [1196, 496, 1467, 541]
- dateline: ಬೆಂಗಳೂರು:: [1123, 691, 1171, 705]
- headline: [1123, 610, 1511, 684]
- headline: ರಾಷ್ಟ್ರಗೀತೆ ಸಮಾನ ಸ್ಥಾನ ವಂದೇಮಾತರಂಗೆ ನೀಡಿ: [342, 1331, 707, 1359]
- dateline: ಪುಟ 1 ರಿಂದ: [342, 1978, 396, 1992]
- cancer-icon: [31, 1294, 58, 1322]
- body-text: ಸರ್ಕಾರಿ ಆಸ್ಪತ್ರೆಗಳ ಆವರಣದಲ್ಲಿರುವ ಜನೌಷಧಿ ಕೇಂದ್ರಗಳನ್ನು ಮುಚ್ಚುವಂತೆ ರಾಜ್ಯ ಸರ್ಕಾರ ಹೊರಡಿಸಿದ್ದ ಆದೇಶವನ್ನು ಹೈಕೋರ್ಟ್ ರದ್ದುಗೊಳಿಸಿದೆ. ಈ ಕುರಿತು ಸಲ್ಲಿಕೆಯಾಗಿದ್ದ ಅರ್ಜಿಗಳನ್ನು ವಿಚಾರಣೆ ನಡೆಸಿದ ನ್ಯಾಯಮೂರ್ತಿಗಳ ಪೀಠ ಈ ಆದೇಶ ಹೊರಡಿಸಿದೆ. ಸರ್ಕಾರದ ನಿರ್ಧಾರ ಕೇಂದ್ರ ಸರ್ಕಾರದ ಯೋಜನೆಗೆ ವಿರುದ್ಧವಾಗಿದ್ದು, ಬಡವರಿಗೆ ಕಡಿಮೆ ದರದಲ್ಲಿ ಔಷಧಿ ಸಿಗುವುದನ್ನು ತಪ್ಪಿಸುತ್ತದೆ ಎಂದು ಅರ್ಜಿದಾರರು ವಾದಿಸಿದ್ದರು. ಜನರಿಕ್ ಔಷಧಿಗಳು ಕಡಿಮೆ ಬೆಲೆಯಲ್ಲಿ ದೊರೆಯುತ್ತಿದ್ದು ಸಾರ್ವಜನಿಕರಿಗೆ ಅನುಕೂಲವಾಗಿದೆ. ಪ್ರಧಾನಮಂತ್ರಿ ಭಾರತೀಯ ಜನೌಷಧಿ ಯೋಜನೆಯಡಿ ರಾಜ್ಯದಲ್ಲಿ ಸಾವಿರಾರು ಕೇಂದ್ರಗಳು ಕಾರ್ಯನಿರ್ವಹಿಸುತ್ತಿವೆ. ಈ ಕೇಂದ್ರಗಳನ್ನು ಮುಚ್ಚುವುದರಿಂದ ರೋಗಿಗಳಿಗೆ ತೊಂದರೆ ಆಗಲಿದೆ ಎಂದು ಪೀಠ ಅಭಿಪ್ರಾಯಪಟ್ಟಿದೆ. ಹೀಗಾಗಿ ಸರ್ಕಾರದ ಆದೇಶ ರದ್ದುಗೊಳಿಸಲಾಗಿದೆ ಎಂದು ತಿಳಿಸಿದೆ.: [1123, 691, 1511, 834]
- headline: ವ್ಯಾಪಾರ, ರಕ್ಷಣೆ ವಿಷಯಕ್ಕೆ ಒತ್ತು: [914, 1506, 1155, 1533]
- dateline: ವಿಧಾನಪರಿಷತ್:: [620, 780, 682, 794]
- headline: ಭಾರತದ ಸ್ನೇಹಕ್ಕೆ ಧಕ್ಕೆ: ಟ್ರಂಪ್‌ಗೆ ಅಮೆರಿಕದ ಸಂಸದೆ ತೀವ್ರ ತರಾಟೆ: [1180, 1510, 1472, 1558]
- box-body: ವಿಧಾನಪರಿಷತ್: ಕಳೆದ ಮೂರು ವರ್ಷಗಳಲ್ಲಿ ರಾಜ್ಯದಲ್ಲಿ 33,617 ವಾಹನಗಳು ಕಳ್ಳತನವಾಗಿವೆ ಎಂದು ಗೃಹ ಸಚಿವ ಡಾ.ಜಿ.ಪರಮೇಶ್ವರ್ ಹೇಳಿದರು. 2023ರಲ್ಲಿ 13,498 ವಾಹನ ಕಳ್ಳತನ ಪ್ರಕರಣ, 2024ರಲ್ಲಿ 11,706 ಪ್ರಕರಣ, 2025ರವರೆಗೆ 8,413 ವಾಹನಗಳ ಕಳ್ಳತನ ಪ್ರಕರಣ ದಾಖಲಾಗಿವೆ. ಮೂರು ವರ್ಷಗಳಲ್ಲಿ 10,499 ಕಳ್ಳತನ ಪ್ರಕರಣ ಪತ್ತೆಯಾಗಿದೆ. 18,960 ಪ್ರಕರಣಗಳು ಇನ್ನೂ ಪತ್ತೆಯಾಗಬೇಕಿದೆ. 212 ಕಳ್ಳತನ ಪ್ರಕರಣದಲ್ಲಿ ಶಿಕ್ಷೆಯಾಗಿದೆ. 3,946 ಪ್ರಕರಣ ಹೆಚ್ಚುವರಿ ತನಿಖೆಯಲ್ಲಿವೆ. 2749 ಸಂದರ್ಭದಲ್ಲಿ 5754 ಮಂದಿ ಆರೋಪಿಗಳನ್ನು ಬಂಧಿಸಲಾಗಿದೆ ಎಂದು ತಿಳಿಸಿದರು.: [620, 1016, 1097, 1095]
- spark-icon: [255, 631, 293, 669]
- sign-name: ವೃಶ್ಚಿಕ: [220, 1069, 250, 1087]
- row-rule: [31, 603, 1511, 604]
